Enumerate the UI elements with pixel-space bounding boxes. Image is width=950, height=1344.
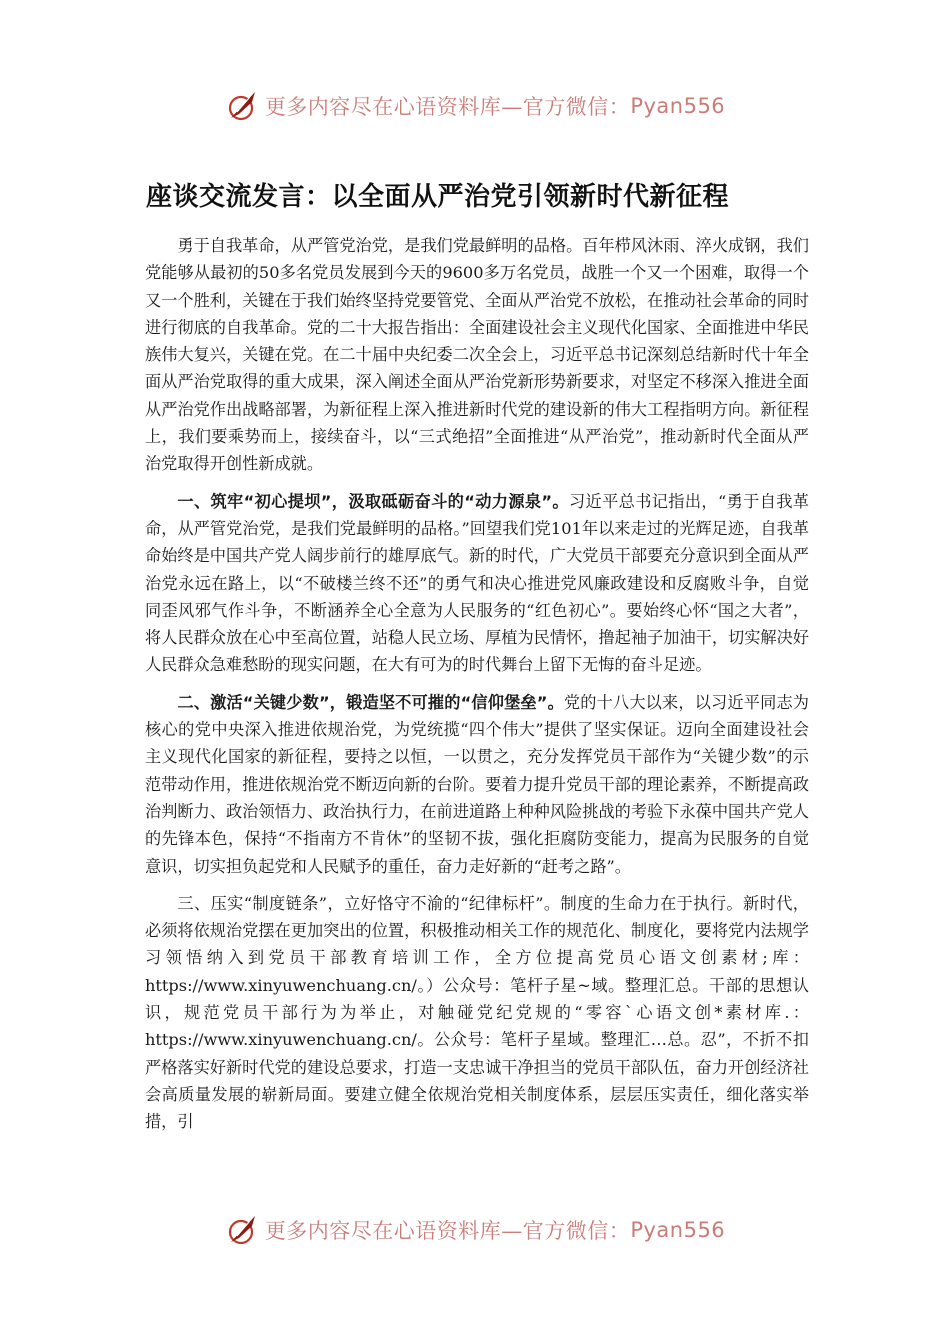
paragraph-section-2: 二、激活“关键少数”，锻造坚不可摧的“信仰堡垒”。党的十八大以来，以习近平同志为核心的党中央深入推进依规治党，为党统揽“四个伟大”提供了坚实保证。迈向全面建设社会主义现代化国家的新征程，要持之以恒，一以贯之，充分发挥党员干部作为“关键少数”的示范带动作用，推进依规治党不断迈向新的台阶。要着力提升党员干部的理论素养，不断提高政治判断力、政治领悟力、政治执行力，在前进道路上种种风险挑战的考验下永葆中国共产党人的先锋本色，保持“不指南方不肯休”的坚韧不拔，强化拒腐防变能力，提高为民服务的自觉意识，切实担负起党和人民赋予的重任，奋力走好新的“赶考之路”。: [145, 692, 809, 876]
banner-wechat-id: Pyan556: [630, 94, 726, 118]
paragraph-section-1: 一、筑牢“初心提坝”，汲取砥砺奋斗的“动力源泉”。习近平总书记指出，“勇于自我革命，从严管党治党，是我们党最鲜明的品格。”回望我们党101年以来走过的光辉足迹，自我革命始终是中国共产党人阔步前行的雄厚底气。新的时代，广大党员干部要充分意识到全面从严治党永远在路上，以“不破楼兰终不还”的勇气和决心推进党风廉政建设和反腐败斗争，自觉同歪风邪气作斗争，不断涵养全心全意为人民服务的“红色初心”。要始终心怀“国之大者”，将人民群众放在心中至高位置，站稳人民立场、厚植为民情怀，撸起袖子加油干，切实解决好人民群众急难愁盼的现实问题，在大有可为的时代舞台上留下无悔的奋斗足迹。: [145, 491, 809, 675]
header-watermark-banner: [0, 84, 950, 128]
banner-text: 更多内容尽在心语资料库—官方微信：: [264, 1219, 631, 1243]
paragraph-intro: 勇于自我革命，从严管党治党，是我们党最鲜明的品格。百年栉风沐雨、淬火成钢，我们党能够从最初的50多名党员发展到今天的9600多万名党员，战胜一个又一个困难，取得一个又一个胜利，关键在于我们始终坚持党要管党、全面从严治党不放松，在推动社会革命的同时进行彻底的自我革命。党的二十大报告指出：全面建设社会主义现代化国家、全面推进中华民族伟大复兴，关键在党。在二十届中央纪委二次全会上，习近平总书记深刻总结新时代十年全面从严治党取得的重大成果，深入阐述全面从严治党新形势新要求，对坚定不移深入推进全面从严治党作出战略部署，为新征程上深入推进新时代党的建设新的伟大工程指明方向。新征程上，我们要乘势而上，接续奋斗，以“三式绝招”全面推进“从严治党”，推动新时代全面从严治党取得开创性新成就。: [145, 236, 809, 474]
banner-wechat-id: Pyan556: [630, 1218, 726, 1242]
article-body: [145, 232, 809, 1146]
section-2-heading: 二、激活“关键少数”，锻造坚不可摧的“信仰堡垒”。: [177, 692, 564, 712]
page-title: 座谈交流发言：以全面从严治党引领新时代新征程: [146, 182, 730, 212]
quill-logo-icon: [225, 88, 261, 124]
footer-watermark-banner: [0, 1208, 950, 1252]
paragraph-section-3: 三、压实“制度链条”，立好恪守不渝的“纪律标杆”。制度的生命力在于执行。新时代，必须将依规治党摆在更加突出的位置，积极推动相关工作的规范化、制度化，要将党内法规学习领悟纳入到党员干部教育培训工作，全方位提高党员心语文创素材;库：https://www.xinyuwenchuang.cn/。）公众号：笔杆子星~域。整理汇总。干部的思想认识，规范党员干部行为为举止，对触碰党纪党规的“零容`心语文创*素材库.：https://www.xinyuwenchuang.cn/。公众号：笔杆子星域。整理汇…总。忍”，不折不扣严格落实好新时代党的建设总要求，打造一支忠诚干净担当的党员干部队伍，奋力开创经济社会高质量发展的崭新局面。要建立健全依规治党相关制度体系，层层压实责任，细化落实举措，引: [145, 893, 809, 1132]
quill-logo-icon: [225, 1212, 261, 1248]
banner-text: 更多内容尽在心语资料库—官方微信：: [264, 95, 631, 119]
section-1-heading: 一、筑牢“初心提坝”，汲取砥砺奋斗的“动力源泉”。: [177, 491, 569, 511]
